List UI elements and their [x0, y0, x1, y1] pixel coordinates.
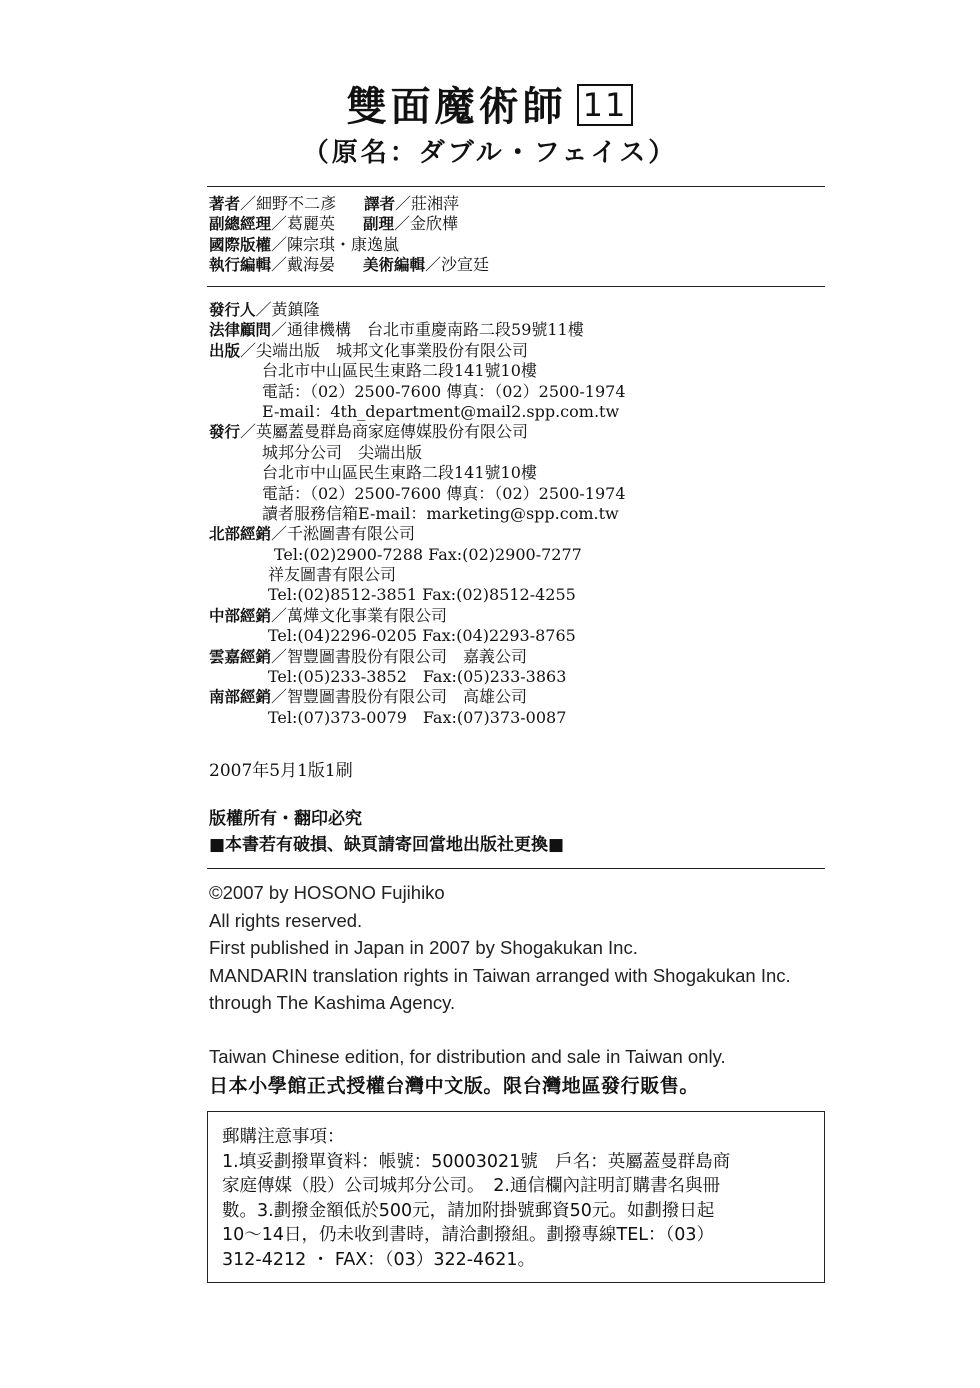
distributor-row: 發行／英屬蓋曼群島商家庭傳媒股份有限公司 — [209, 422, 529, 442]
credit-row: 副總經理／葛麗英 副理／金欣樺 — [209, 214, 459, 234]
volume-badge: 11 — [577, 84, 634, 126]
authorized-edition: 日本小學館正式授權台灣中文版。限台灣地區發行販售。 — [209, 1075, 700, 1097]
distributor-address: 台北市中山區民生東路二段141號10樓 — [262, 463, 537, 483]
book-title — [0, 82, 980, 132]
copyright-notice — [209, 806, 564, 858]
mail-order-line: 數。3.劃撥金額低於500元，請加附掛號郵資50元。如劃撥日起 — [222, 1200, 715, 1221]
imprint-email: E-mail：4th_department@mail2.spp.com.tw — [262, 401, 620, 421]
copyright-en: ©2007 by HOSONO Fujihiko — [209, 882, 445, 903]
credit-row: 國際版權／陳宗琪・康逸嵐 — [209, 234, 400, 254]
imprint-row: 出版／尖端出版 城邦文化事業股份有限公司 — [209, 340, 529, 360]
imprint-phone: 電話：（02）2500-7600 傳真：（02）2500-1974 — [262, 381, 626, 401]
first-published: First published in Japan in 2007 by Shogakukan Inc. — [209, 937, 638, 958]
copyright-line: 版權所有・翻印必究 — [209, 809, 362, 829]
mail-order-line: 1.填妥劃撥單資料：帳號：50003021號 戶名：英屬蓋曼群島商 — [222, 1151, 731, 1172]
central-dealer-row: 中部經銷／萬燁文化事業有限公司 — [209, 605, 448, 625]
publisher-row: 發行人／黃鎮隆 — [209, 300, 320, 319]
credit-row: 著者／細野不二彥 譯者／莊湘萍 — [209, 194, 460, 213]
distribution-en: Taiwan Chinese edition, for distribution and sale in Taiwan only. — [209, 1046, 726, 1067]
rights-reserved: All rights reserved. — [209, 909, 363, 931]
legal-row: 法律顧問／通律機構 台北市重慶南路二段59號11樓 — [209, 320, 584, 340]
original-title: （原名：ダブル・フェイス） — [302, 138, 678, 168]
divider — [207, 186, 825, 187]
edition-date: 2007年5月1版1刷 — [209, 761, 353, 781]
mail-order-heading: 郵購注意事項： — [222, 1127, 345, 1147]
english-rights — [209, 879, 791, 1017]
imprint-address: 台北市中山區民生東路二段141號10樓 — [262, 361, 537, 381]
reader-service-email: 讀者服務信箱E-mail：marketing@spp.com.tw — [262, 503, 619, 523]
title-text: 雙面魔術師 — [346, 84, 567, 130]
agency-line: through The Kashima Agency. — [209, 992, 456, 1013]
chiayi-dealer-row: 雲嘉經銷／智豐圖書股份有限公司 嘉義公司 — [209, 646, 528, 666]
distributor-phone: 電話：（02）2500-7600 傳真：（02）2500-1974 — [262, 483, 626, 503]
credit-row: 執行編輯／戴海晏 美術編輯／沙宣廷 — [209, 255, 490, 275]
mail-order-line: 10～14日，仍未收到書時，請洽劃撥組。劃撥專線TEL：（03） — [222, 1225, 715, 1245]
translation-rights: MANDARIN translation rights in Taiwan arranged with Shogakukan Inc. — [209, 964, 791, 986]
mail-order-line: 312-4212 ・ FAX：（03）322-4621。 — [222, 1249, 536, 1270]
divider — [207, 868, 825, 869]
mail-order-line: 家庭傳媒（股）公司城邦分公司。 2.通信欄內註明訂購書名與冊 — [222, 1176, 720, 1196]
south-dealer-row: 南部經銷／智豐圖書股份有限公司 高雄公司 — [209, 687, 528, 707]
divider — [207, 286, 825, 287]
publisher-block: 發行人／黃鎮隆 法律顧問／通律機構 台北市重慶南路二段59號11樓 出版／尖端出版 城邦文化事業股份有限公司 台北市中山區民生東路二段141號10樓 電話：（02）2500-7600 傳真：（02）2500-1974 E-mail：4th_department@mail2.spp.com.tw 發行／英屬蓋曼群島商家庭傳媒股份有限公司 城邦分公司 尖端出版 台北市中山區民生東路二段141號10樓 電話：（02）2500-7600 傳真：（02）2500-1974 讀者服務信箱E-mail：marketing@spp.com.tw 北部經銷／千淞圖書有限公司 Tel:(02)2900-7288 Fax:(02)2900-7277 祥友圖書有限公司 Tel:(02)8512-3851 Fax:(02)8512-4255 中部經銷／萬燁文化事業有限公司 Tel:(04)2296-0205 Fax:(04)2293-8765 雲嘉經銷／智豐圖書股份有限公司 嘉義公司 Tel:(05)233-3852 Fax:(05)233-3863 南部經銷／智豐圖書股份有限公司 高雄公司 Tel:(07)373-0079 Fax:(07)373-0087 — [209, 300, 626, 727]
credits-block — [209, 194, 489, 276]
damage-notice: ■本書若有破損、缺頁請寄回當地出版社更換■ — [209, 835, 565, 855]
mail-order-box — [207, 1111, 825, 1283]
north-dealer-row: 北部經銷／千淞圖書有限公司 — [209, 524, 416, 544]
